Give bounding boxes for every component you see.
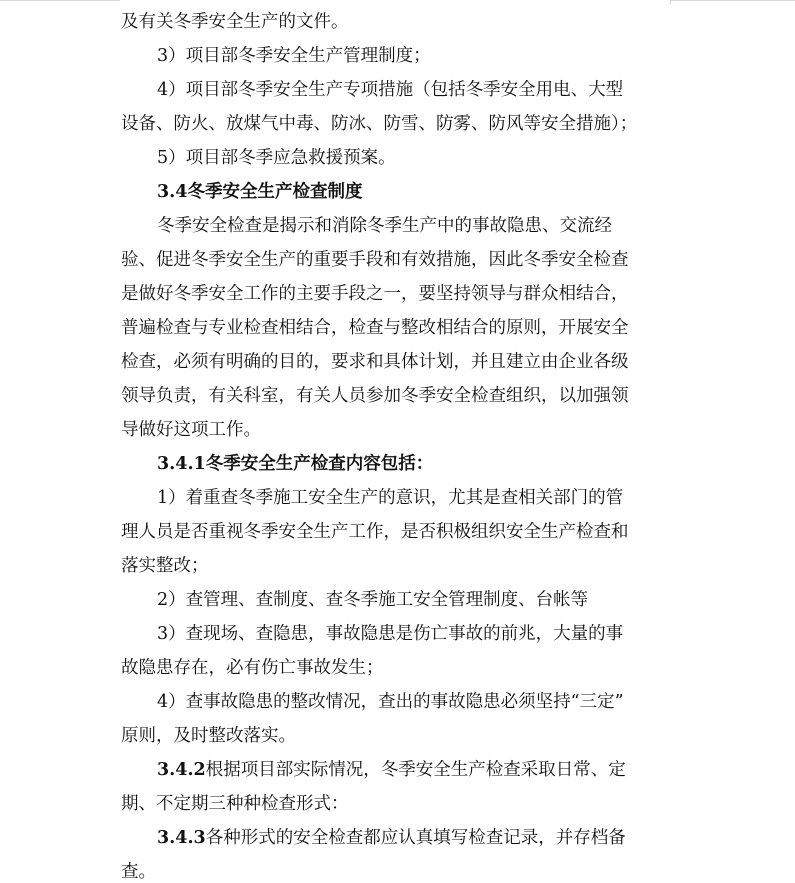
- section-heading-3-4-1: 3.4.1冬季安全生产检查内容包括：: [157, 454, 434, 474]
- paragraph-line: 导做好这项工作。: [121, 420, 261, 440]
- text-line: 故隐患存在，必有伤亡事故发生；: [121, 658, 384, 678]
- text-line: 理人员是否重视冬季安全生产工作，是否积极组织安全生产检查和: [121, 522, 629, 542]
- paragraph-line: 普遍检查与专业检查相结合，检查与整改相结合的原则，开展安全: [121, 318, 629, 338]
- section-text: 根据项目部实际情况，冬季安全生产检查采取日常、定: [205, 760, 626, 780]
- text-line: 设备、防火、放煤气中毒、防冰、防雪、防雾、防风等安全措施）；: [121, 114, 638, 134]
- list-item-2: 2）查管理、查制度、查冬季施工安全管理制度、台帐等: [157, 590, 589, 610]
- list-item-1: 1）着重查冬季施工安全生产的意识，尤其是查相关部门的管: [157, 488, 624, 508]
- section-number: 3.4.2: [157, 760, 206, 780]
- text-line: 期、不定期三种种检查形式：: [121, 794, 349, 814]
- crop-mark-right: [670, 0, 795, 1]
- crop-mark-right-vertical: [670, 0, 671, 4]
- paragraph-line: 检查，必须有明确的目的，要求和具体计划，并且建立由企业各级: [121, 352, 629, 372]
- paragraph-line: 是做好冬季安全工作的主要手段之一，要坚持领导与群众相结合，: [121, 284, 629, 304]
- section-heading-3-4: 3.4冬季安全生产检查制度: [157, 182, 363, 202]
- list-item-3: 3）项目部冬季安全生产管理制度；: [157, 46, 431, 66]
- list-item-4: 4）项目部冬季安全生产专项措施（包括冬季安全用电、大型: [157, 80, 624, 100]
- section-item-3-4-2: [157, 759, 626, 781]
- text-line: 落实整改；: [121, 556, 209, 576]
- list-item-5: 5）项目部冬季应急救援预案。: [157, 148, 396, 168]
- text-line: 及有关冬季安全生产的文件。: [121, 12, 349, 32]
- section-number: 3.4.3: [157, 828, 206, 848]
- text-line: 原则，及时整改落实。: [121, 726, 296, 746]
- paragraph-line: 验、促进冬季安全生产的重要手段和有效措施，因此冬季安全检查: [121, 250, 629, 270]
- paragraph-line: 冬季安全检查是揭示和消除冬季生产中的事故隐患、交流经: [157, 216, 612, 236]
- list-item-3: 3）查现场、查隐患，事故隐患是伤亡事故的前兆，大量的事: [157, 624, 624, 644]
- section-text: 各种形式的安全检查都应认真填写检查记录，并存档备: [205, 828, 626, 848]
- section-item-3-4-3: [157, 827, 626, 849]
- paragraph-line: 领导负责，有关科室，有关人员参加冬季安全检查组织，以加强领: [121, 386, 629, 406]
- list-item-4: 4）查事故隐患的整改情况，查出的事故隐患必须坚持“三定”: [157, 692, 624, 712]
- text-line: 查。: [121, 862, 156, 882]
- crop-mark-left: [0, 0, 120, 1]
